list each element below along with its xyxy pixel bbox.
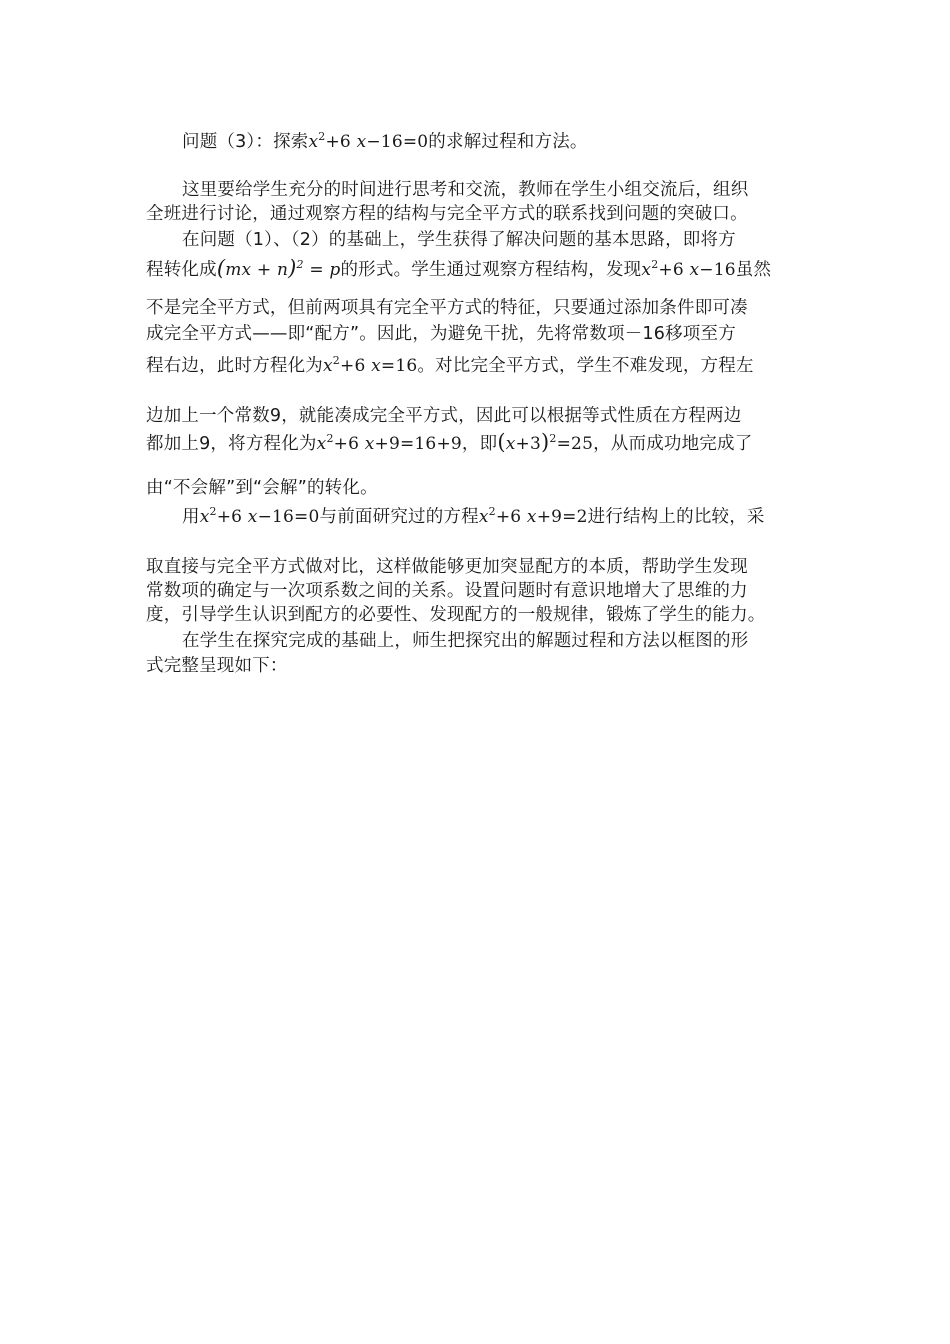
paragraph-4-line-1: 在学生在探究完成的基础上，师生把探究出的解题过程和方法以框图的形 xyxy=(182,631,749,651)
q3-prefix: 问题（3）：探索 xyxy=(182,132,309,152)
p2-l7-b: ，即 xyxy=(461,434,498,454)
p3-l1-a: 用 xyxy=(182,507,200,527)
question-3-line xyxy=(182,130,588,154)
paragraph-2-line-1: 在问题（1）、（2）的基础上，学生获得了解决问题的基本思路，即将方 xyxy=(182,230,736,250)
paragraph-2-line-6: 边加上一个常数9，就能凑成完全平方式，因此可以根据等式性质在方程两边 xyxy=(146,406,742,426)
paragraph-2-line-5 xyxy=(146,354,754,378)
equation-x2-6x-16: $x^2+6$ x−16=0 xyxy=(308,130,429,152)
equation-x2-6x-9-eq-2: $x^2+6$ x+9=2 xyxy=(478,505,588,527)
q3-suffix: 的求解过程和方法。 xyxy=(428,132,588,152)
paragraph-2-line-7 xyxy=(146,430,752,456)
equation-x2-6x-eq-16: $x^2+6$ x=16 xyxy=(323,354,418,376)
p2-l2-b: 的形式。学生通过观察方程结构，发现 xyxy=(340,260,642,280)
equation-x-plus-3-squared-25: $(x+3)^2=25$ xyxy=(497,430,594,454)
equation-x2-6x-16-eq-0: $x^2+6$ x−16=0 xyxy=(199,505,320,527)
paragraph-4-line-2: 式完整呈现如下： xyxy=(146,656,288,676)
p2-l2-a: 程转化成 xyxy=(146,260,217,280)
p2-l2-c: 虽然 xyxy=(735,260,772,280)
paragraph-2-line-4: 成完全平方式——即“配方”。因此，为避免干扰，先将常数项－16移项至方 xyxy=(146,324,736,344)
p2-l5-b: 。对比完全平方式，学生不难发现，方程左 xyxy=(417,356,754,376)
expression-x2-6x-16: $x^2+6$ x−16 xyxy=(641,258,736,280)
paragraph-2-line-3: 不是完全平方式，但前两项具有完全平方式的特征，只要通过添加条件即可凑 xyxy=(146,298,748,318)
equation-mx-n-squared-p: (mx + n)$^2$ = p xyxy=(216,256,341,280)
paragraph-3-line-3: 常数项的确定与一次项系数之间的关系。设置问题时有意识地增大了思维的力 xyxy=(146,581,748,601)
equation-x2-6x-9-eq-16-9: $x^2+6$ x+9=16+9 xyxy=(316,432,462,454)
p3-l1-b: 与前面研究过的方程 xyxy=(319,507,479,527)
p2-l7-a: 都加上9，将方程化为 xyxy=(146,434,317,454)
p2-l7-c: ，从而成功地完成了 xyxy=(593,434,753,454)
paragraph-3-line-1 xyxy=(182,505,765,529)
p3-l1-c: 进行结构上的比较，采 xyxy=(587,507,765,527)
paragraph-3-line-4: 度，引导学生认识到配方的必要性、发现配方的一般规律，锻炼了学生的能力。 xyxy=(146,605,766,625)
paragraph-2-line-2 xyxy=(146,256,771,282)
p2-l5-a: 程右边，此时方程化为 xyxy=(146,356,323,376)
paragraph-2-line-8: 由“不会解”到“会解”的转化。 xyxy=(146,478,378,498)
paragraph-1-line-1: 这里要给学生充分的时间进行思考和交流，教师在学生小组交流后，组织 xyxy=(182,180,749,200)
paragraph-1-line-2: 全班进行讨论，通过观察方程的结构与完全平方式的联系找到问题的突破口。 xyxy=(146,204,748,224)
paragraph-3-line-2: 取直接与完全平方式做对比，这样做能够更加突显配方的本质，帮助学生发现 xyxy=(146,557,748,577)
